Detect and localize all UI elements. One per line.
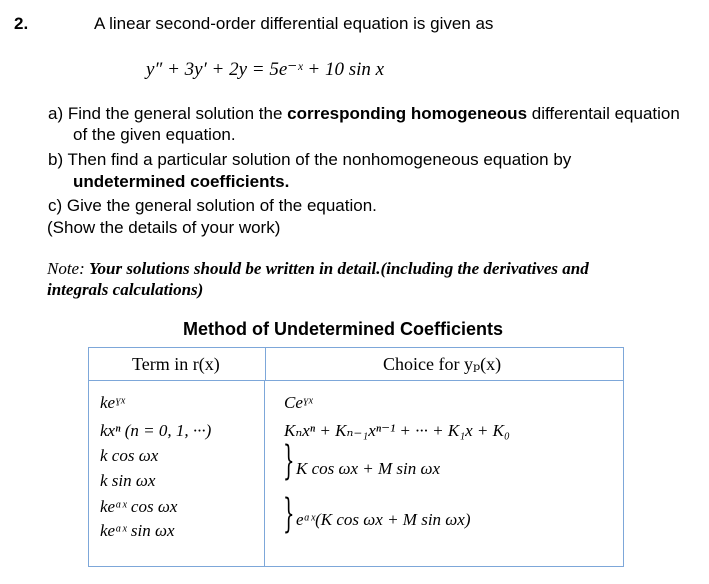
- part-a-line2: of the given equation.: [73, 125, 236, 144]
- part-a-bold: corresponding homogeneous: [287, 104, 528, 123]
- question-intro: A linear second-order differential equation is given as: [94, 14, 494, 33]
- row56-brace: }: [283, 491, 295, 537]
- row1-choice: Ceˠˣ: [284, 393, 313, 412]
- note-text: Your solutions should be written in detail.(including the derivatives and: [89, 259, 589, 278]
- header-divider: [265, 348, 266, 380]
- part-a-post: differentail equation: [527, 104, 680, 123]
- row2-term: kxⁿ (n = 0, 1, ···): [100, 421, 212, 440]
- row1-term: keˠˣ: [100, 393, 125, 412]
- table-bottom-border: [88, 566, 624, 567]
- row34-choice: K cos ωx + M sin ωx: [296, 459, 441, 478]
- part-c: [48, 196, 377, 216]
- col1-header: Term in r(x): [132, 354, 220, 374]
- row56-choice: eᵅˣ(K cos ωx + M sin ωx): [296, 510, 471, 529]
- note-line1: [47, 259, 589, 279]
- row6-term: keᵅˣ sin ωx: [100, 521, 175, 540]
- table-title: Method of Undetermined Coefficients: [183, 319, 504, 339]
- part-b: [48, 150, 571, 170]
- col2-header: Choice for yₚ(x): [383, 354, 502, 374]
- part-a: [48, 104, 680, 124]
- question-number: 2.: [14, 14, 29, 33]
- note-label: Note:: [47, 259, 85, 278]
- part-a-label: a): [48, 104, 64, 123]
- part-b-line2: undetermined coefficients.: [73, 172, 290, 191]
- row34-brace: }: [283, 438, 295, 484]
- show-details: (Show the details of your work): [47, 218, 281, 237]
- part-b-label: b): [48, 150, 64, 169]
- table-left-border: [88, 381, 90, 567]
- differential-equation: y″ + 3y′ + 2y = 5e⁻ˣ + 10 sin x: [146, 59, 385, 80]
- table-mid-border: [264, 381, 266, 567]
- row4-term: k sin ωx: [100, 471, 156, 490]
- part-a-pre: Find the general solution the: [67, 104, 288, 123]
- row3-term: k cos ωx: [100, 446, 159, 465]
- part-c-label: c): [48, 196, 63, 215]
- note-line2: integrals calculations): [47, 280, 204, 299]
- part-c-text: Give the general solution of the equation.: [66, 196, 377, 215]
- part-b-text: Then find a particular solution of the nonhomogeneous equation by: [67, 150, 572, 169]
- table-right-border: [623, 381, 625, 567]
- row5-term: keᵅˣ cos ωx: [100, 497, 178, 516]
- row2-choice: Kₙxⁿ + Kₙ₋₁xⁿ⁻¹ + ··· + K₁x + K₀: [284, 421, 510, 440]
